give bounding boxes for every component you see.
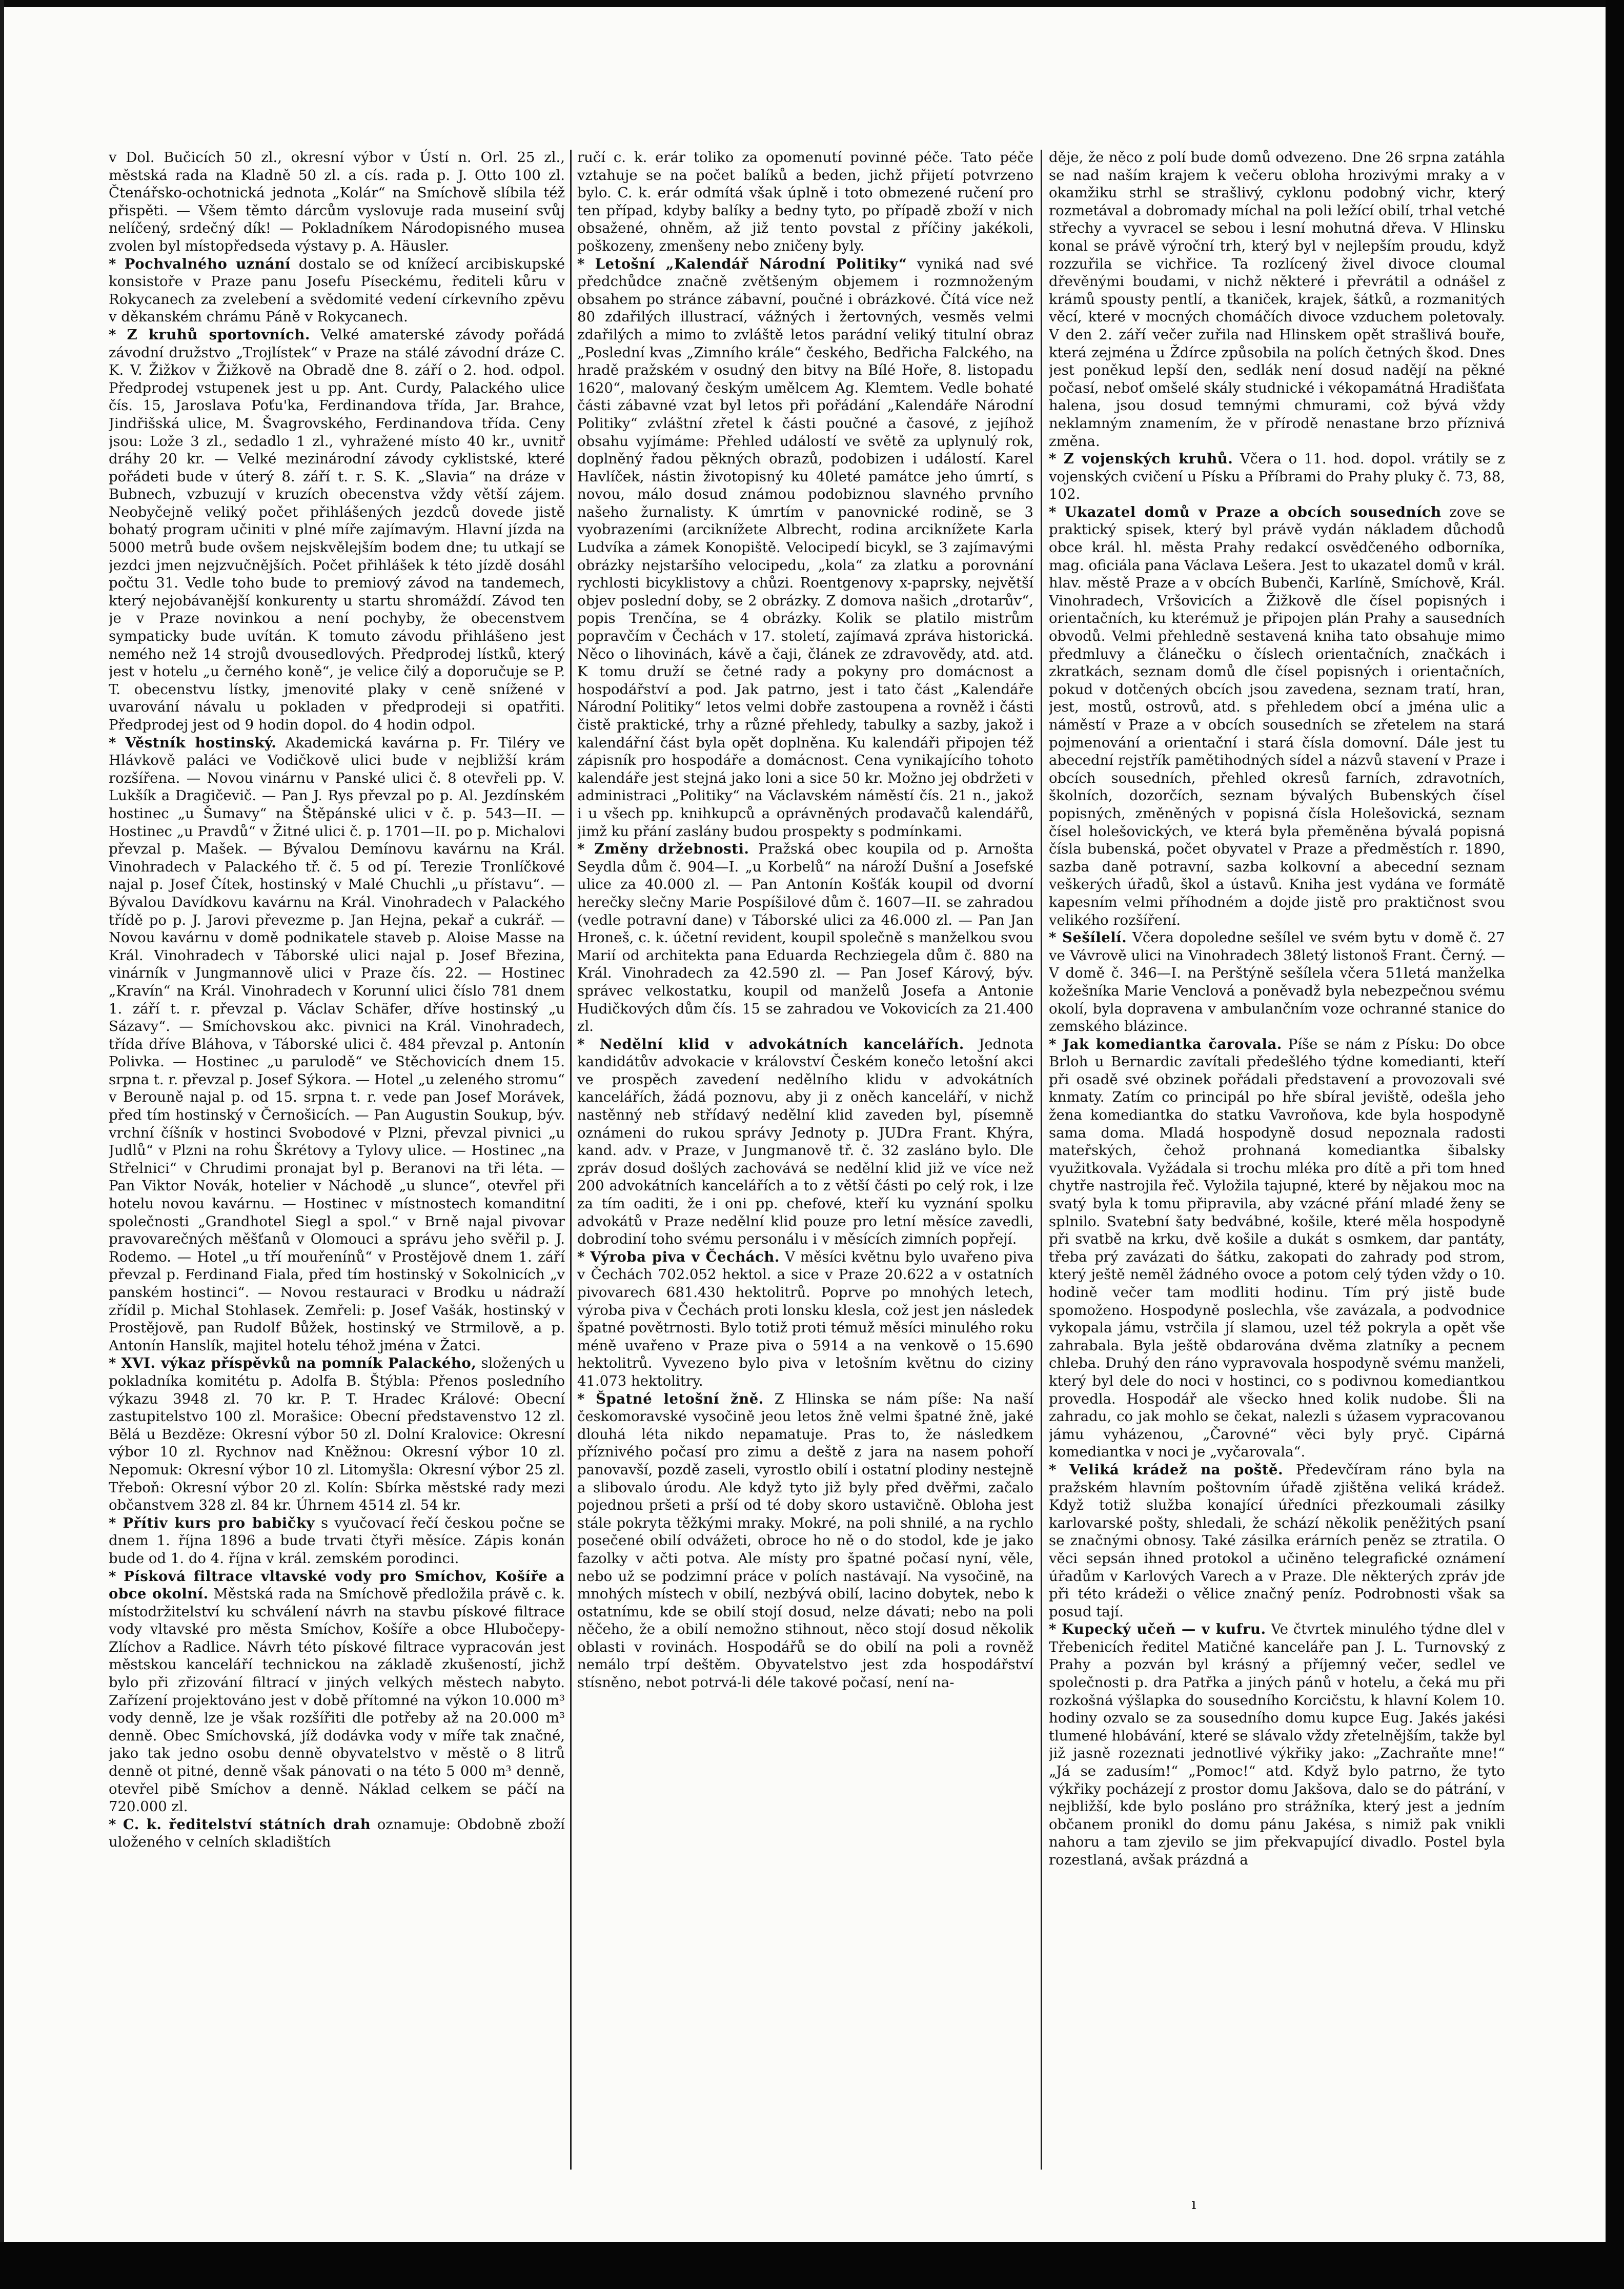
article-paragraph [1049,1036,1505,1461]
article-body: Akademická kavárna p. Fr. Tiléry ve Hlávkově paláci ve Vodičkově ulici bude v nejbližší krám rozšířena. — Novou vinárnu v Panské ulici č. 8 otevřeli pp. V. Lukšík a Dragičevič. — Pan J. Rys převzal po p. Al. Jezdínském hostinec „u Šumavy“ na Štěpánské ulici v č. p. 543—II. — Hostinec „u Pravdů“ v Žitné ulici č. p. 1701—II. po p. Michalovi převzal p. Mašek. — Bývalou Demínovu kavárnu na Král. Vinohradech v Palackého tř. č. 5 od pí. Terezie Tronlíčkové najal p. Josef Čítek, hostinský v Malé Chuchli „u přístavu“. — Bývalou Davídkovu kavárnu na Král. Vinohradech v Palackého třídě po p. J. Jarovi převezme p. Jan Hejna, pekař a cukrář. — Novou kavárnu v domě podnikatele staveb p. Aloise Masse na Král. Vinohradech v Táborské ulici najal p. Josef Březina, vinárník v Jungmannově ulici v Praze čís. 22. — Hostinec „Kravín“ na Král. Vinohradech v Korunní ulici číslo 781 dnem 1. září t. r. převzal p. Václav Schäfer, dříve hostinský „u Sázavy“. — Smíchovskou akc. pivnici na Král. Vinohradech, třída dříve Bláhova, v Táborské ulici č. 484 převzal p. Antonín Polivka. — Hostinec „u parulodě“ ve Stěchovicích dnem 15. srpna t. r. převzal p. Josef Sýkora. — Hotel „u zeleného stromu“ v Berouně najal p. od 15. srpna t. r. vede pan Josef Morávek, před tím hostinský v Černošicích. — Pan Augustin Soukup, býv. vrchní číšník v hostinci Svobodové v Plzni, převzal pivnici „u Judlů“ v Plzni na rohu Škrétovy a Tylovy ulice. — Hostinec „na Střelnici“ v Chrudimi pronajat byl p. Beranovi na tři léta. — Pan Viktor Novák, hotelier v Náchodě „u slunce“, otevřel při hotelu novou kavárnu. — Hostinec v místnostech komanditní společnosti „Grandhotel Siegl a spol.“ v Brně najal pivovar pravovarečných měšťanů v Olomouci a správu jeho svěřil p. J. Rodemo. — Hotel „u tří mouřenínů“ v Prostějově dnem 1. září převzal p. Ferdinand Fiala, před tím hostinský v Sokolnicích „v panském hostinci“. — Novou restauraci v Brodku u nádraží zřídil p. Michal Stohlasek. Zemřeli: p. Josef Vašák, hostinský v Prostějově, pan Rudolf Bůžek, hostinský ve Strmilově, a p. Antonín Hanslík, majitel hotelu téhož jména v Žatci. [109,734,565,1354]
asterisk-marker: * [577,841,595,858]
asterisk-marker: * [1049,503,1065,520]
article-body: v Dol. Bučicích 50 zl., okresní výbor v Ústí n. Orl. 25 zl., městská rada na Kladně 50 zl. a cís. rada p. J. Otto 100 zl. Čtenářsko-ochotnická jednota „Kolár“ na Smíchově slíbila též přispěti. — Všem těmto dárcům vyslovuje rada museiní svůj nelíčený, srdečný dík! — Pokladníkem Národopisného musea zvolen byl místopředseda výstavy p. A. Häusler. [109,149,565,254]
article-body: ručí c. k. erár toliko za opomenutí povinné péče. Tato péče vztahuje se na počet balíků a beden, jichž přijetí potvrzeno bylo. C. k. erár odmítá však úplně i toto obmezené ručení pro ten případ, kdyby balíky a bedny tyto, po případě zboží v nich obsažené, ohněm, až již tento povstal z příčiny jakékoli, poškozeny, zmenšeny nebo zničeny byly. [577,149,1033,254]
article-body: složených u pokladníka komitétu p. Adolfa B. Štýbla: Přenos posledního výkazu 3948 zl. 70 kr. P. T. Hradec Králové: Obecní zastupitelstvo 100 zl. Morašice: Obecní představenstvo 12 zl. Bělá u Bezděze: Okresní výbor 50 zl. Dolní Kralovice: Okresní výbor 10 zl. Rychnov nad Kněžnou: Okresní výbor 10 zl. Nepomuk: Okresní výbor 10 zl. Litomyšla: Okresní výbor 25 zl. Třeboň: Okresní výbor 20 zl. Kolín: Sbírka městské rady mezi občanstvem 328 zl. 84 kr. Úhrnem 4514 zl. 54 kr. [109,1355,565,1514]
article-heading: Letošní „Kalendář Národní Politiky“ [595,255,907,272]
column-rule [1041,150,1042,2170]
article-paragraph [577,840,1033,1036]
article-heading: Z vojenských kruhů. [1063,451,1233,468]
article-paragraph [577,1390,1033,1692]
article-paragraph [1049,149,1505,450]
article-body: vyniká nad své předchůdce značně zvětšeným objemem i rozmnoženým obsahem po stránce zábavní, poučné i obrázkové. Čítá více než 80 zdařilých illustrací, vážných i žertovných, vesměs velmi zdařilých a mimo to zvláště letos parádní veliký titulní obraz „Poslední kvas „Zimního krále“ českého, Bedřicha Falckého, na hradě pražském v osudný den bitvy na Bílé Hoře, 8. listopadu 1620“, malovaný českým umělcem Ag. Klemtem. Vedle bohaté části zábavné vzat byl letos při pořádání „Kalendáře Národní Politiky“ zvláštní zřetel k části poučné a časové, z jejíhož obsahu vyjímáme: Přehled událostí ve světě za uplynulý rok, doplněný řadou pěkných obrazů, podobizen i událostí. Karel Havlíček, nástin životopisný ku 40leté památce jeho úmrtí, s novou, málo dosud známou podobiznou slavného prvního našeho žurnalisty. K úmrtím v panovnické rodině, se 3 vyobrazeními (arciknížete Albrecht, rodina arciknížete Karla Ludvíka a zámek Konopiště. Velocipedí bicykl, se 3 zajímavými obrázky nejstaršího velocipedu, „kola“ za zlatku a porovnání rychlosti bicyklistovy a chůzi. Roentgenovy x-paprsky, největší objev poslední doby, se 2 obrázky. Z domova našich „drotarův“, popis Trenčína, se 4 obrázky. Kolik se platilo mistrům popravčím v Čechách v 17. století, zajímavá zpráva historická. Něco o lihovinách, kávě a čaji, článek ze zdravovědy, atd. atd. K tomu druží se četné rady a pokyny pro domácnost a hospodářství a pod. Jak patrno, jest i tato část „Kalendáře Národní Politiky“ letos velmi dobře zastoupena a rovněž i části čistě praktické, trhy a různé přehledy, tabulky a sazby, jakož i kalendářní část byla opět doplněna. Ku kalendáři připojen též zápisník pro hospodáře a domácnost. Cena vynikajícího tohoto kalendáře jest stejná jako loni a sice 50 kr. Možno jej obdržeti v administraci „Politiky“ na Václavském náměstí čís. 21 n., jakož i u všech pp. knihkupců a oprávněných prodavačů kalendářů, jimž ku přání zaslány budou prospekty s podmínkami. [577,255,1033,840]
asterisk-marker: * [109,1568,124,1585]
column-3 [1049,149,1505,2174]
article-heading: Věstník hostinský. [125,734,277,751]
article-paragraph [109,1354,565,1514]
article-paragraph [109,255,565,326]
article-body: oznamuje: Obdobně zboží uloženého v celních skladištích [109,1816,565,1851]
scan-border-top [0,0,1624,7]
asterisk-marker: * [577,1390,596,1407]
asterisk-marker: * [109,1816,123,1833]
scan-border-right [1606,0,1624,2289]
article-body: Včera dopoledne sešílel ve svém bytu v domě č. 27 ve Vávrově ulici na Vinohradech 38letý listonoš Frant. Černý. — V domě č. 346—I. na Perštýně sešílela včera 51letá manželka kožešníka Marie Venclová a poněvadž byla nebezpečnou svému okolí, byla dopravena v ambulančním voze ochranné stanice do zemského blázince. [1049,929,1505,1035]
asterisk-marker: * [1049,451,1064,468]
article-heading: Výroba piva v Čechách. [590,1248,780,1265]
article-body: Pražská obec koupila od p. Arnošta Seydla dům č. 904—I. „u Korbelů“ na nároží Dušní a Josefské ulice za 40.000 zl. — Pan Antonín Košťák koupil od dvorní herečky slečny Marie Pospíšilové dům č. 1607—II. se zahradou (vedle potravní dane) v Táborské ulici za 46.000 zl. — Pan Jan Hroneš, c. k. účetní revident, koupil společně s manželkou svou Marií od architekta pana Eduarda Rechziegela dům č. 880 na Král. Vinohradech za 42.590 zl. — Pan Josef Kárový, býv. správec velkostatku, koupil od manželů Josefa a Antonie Hudičkových dům čís. 15 se zahradou ve Vokovicích za 21.400 zl. [577,841,1033,1035]
article-paragraph [109,1514,565,1568]
asterisk-marker: * [1049,929,1062,946]
article-body: Píše se nám z Písku: Do obce Brloh u Bernardic zavítali předešlého týdne komedianti, kteří při osadě své obzinek pořádali představení a provozovali své knmaty. Zatím co principál po hře sbíral jeviště, odešla jeho žena komediantka do statku Vavroňova, kde byla hospodyně sama doma. Mladá hospodyně dosud nepoznala radosti mateřských, čehož prohnaná komediantka šibalsky využitkovala. Vyžádala si trochu mléka pro dítě a při tom hned chytře nastrojila řeč. Vyložila tajupné, které by nějakou moc na svatý byla k tomu připravila, aby vzácné přání mladé ženy se splnilo. Svatební šaty bedvábné, košile, které měla hospodyně při svatbě na krku, dvě košile a dukát s osmkem, dar pantáty, třeba prý zavázati do šátku, zakopati do zahrady pod strom, který ještě neměl žádného ovoce a potom celý týden vždy o 10. hodině večer tam modliti hodinu. Tím prý jistě bude spomoženo. Hospodyně poslechla, vše zavázala, a podvodnice vykopala jámu, vstrčila jí slamou, uzel též pokryla a opět vše zahrabala. Byla ještě obdarována dvěma zlatníky a pecnem chleba. Druhý den ráno vypravovala hospodyně svému manželi, který byl dele do noci v hostinci, co s podivnou komediantkou provedla. Hospodář ale všecko hned kolik nudobe. Šli na zahradu, co jak mohlo se čekat, nalezli s úžasem vypracovanou jámu vyházenou, „Čarovné“ věci byly pryč. Cipárná komediantka v noci je „vyčarovala“. [1049,1036,1505,1461]
asterisk-marker: * [577,1248,591,1265]
article-body: Předevčíram ráno byla na pražském hlavním poštovním úřadě zjištěna veliká krádež. Když totiž služba konající úředníci přezkoumali zásilky karlovarské pošty, shledali, že schází několik peněžitých psaní se značnými obnosy. Také zásilka erárních peněz se ztratila. O věci sepsán ihned protokol a učiněno telegrafické oznámení úřadům v Karlových Varech a v Praze. Dle některých zpráv jde při této krádeži o vělice značný peníz. Podrobnosti však sa posud tají. [1049,1461,1505,1620]
article-body: zove se praktický spisek, který byl právě vydán nákladem důchodů obce král. hl. města Prahy redakcí osvědčeného odborníka, mag. oficiála pana Václava Lešera. Jest to ukazatel domů v král. hlav. městě Praze a v obcích Bubenči, Karlíně, Smíchově, Král. Vinohradech, Vršovicích a Žižkově dle čísel popisných i orientačních, ku kterémuž je připojen plán Prahy a sausedních obvodů. Velmi přehledně sestavená kniha tato obsahuje mimo předmluvy a článečku o číslech orientačních, značkách i zkratkách, seznam domů dle čísel popisných i orientačních, pokud v dotčených obcích jsou zavedena, seznam tratí, hran, jest, mostů, ostrovů, atd. s přehledem obcí a jména ulic a náměstí v Praze a v obcích sousedních se zřetelem na stará pojmenování a orientační i stará čísla domovní. Dále jest tu abecední rejstřík pamětihodných sídel a názvů stavení v Praze i obcích sousedních, přehled okresů farních, zdravotních, školních, dozorčích, seznam bývalých Bubenských čísel popisných, změněných v popisná čísla Holešovická, seznam čísel holešovických, ve která byla přeměněna bývalá popisná čísla bubenská, počet obyvatel v Praze a předměstích r. 1890, sazba daně potravní, sazba kolkovní a abecední seznam veškerých úřadů, škol a ústavů. Kniha jest vydána ve formátě kapesním velmi příhodném a dojde jistě pro praktičnost svou velikého rozšíření. [1049,503,1505,928]
article-paragraph [1049,503,1505,929]
article-paragraph [577,255,1033,841]
asterisk-marker: * [1049,1621,1062,1638]
article-body: dostalo se od knížecí arcibiskupské konsistoře v Praze panu Josefu Píseckému, řediteli kůru v Rokycanech za zvelebení a svědomité vedení církevního zpěvu v děkanském chrámu Páně v Rokycanech. [109,255,565,326]
article-heading: Kupecký učeň — v kufru. [1062,1621,1266,1638]
article-heading: XVI. výkaz příspěvků na pomník Palackého, [121,1355,477,1372]
article-body: Jednota kandidátův advokacie v království Českém konečo letošní akci ve prospěch zavedení nedělního klidu v advokátních kancelářích, žádá poznovu, aby ji z oněch kanceláří, v nichž nastěnný neb střídavý nedělní klid zaveden byl, písemně oznámeni do rukou správy Jednoty p. JUDra Frant. Khýra, kand. adv. v Praze, v Jungmanově tř. č. 32 zasláno bylo. Dle zpráv dosud došlých zachovává se nedělní klid již ve více než 200 advokátních kancelářích a to z větší části po celý rok, i lze za tím oaditi, že i oni pp. chefové, kteří ku vyznání spolku advokátů v Praze nedělní klid pouze pro letní měsíce zavedli, dobrodiní toho svému personálu i v měsících zimních popřejí. [577,1036,1033,1248]
footer-mark: ı [1191,2195,1196,2213]
article-paragraph [109,1816,565,1851]
article-heading: Z kruhů sportovních. [127,326,310,343]
article-body: Ve čtvrtek minulého týdne dlel v Třebenicích ředitel Matičné kanceláře pan J. L. Turnovský z Prahy a pozván byl krásný a příjemný večer, sedlel ve společnosti p. dra Patřka a jiných pánů v hotelu, a čeká mu při rozkošná výšlapka do sousedního Korcičstu, k hlavní Kolem 10. hodiny ozvalo se za sousedního domu kupce Eug. Jakés jakési tlumené hlobávání, které se slávalo vždy zřetelnějším, takže byl již jasně rozeznati jednotlivé výkřiky jako: „Zachraňte mne!“ „Já se zadusím!“ „Pomoc!“ atd. Když bylo patrno, že tyto výkřiky pocházejí z prostor domu Jakšova, dalo se do pátrání, v nejbližší, kde bylo posláno pro strážníka, který jest a jedním občanem pronikl do domu pánu Jakésa, s nimiž pak vnikli nahoru a tam zjevilo se jim překvapující divadlo. Postel byla rozestlaná, avšak prázdná a [1049,1621,1505,1868]
article-body: Z Hlinska se nám píše: Na naší českomoravské vysočině jeou letos žně velmi špatné žně, jaké dlouhá léta nikdo nepamatuje. Pras to, že následkem příznivého počasí pro zimu a deště z jara na nasem pohoří panovavší, pozdě zaseli, vyrostlo obilí i ostatní plodiny nestejně a slibovalo úrodu. Ale když tyto již byly před dvěřmi, začalo pojednou pršeti a prší od té doby skoro ustavičně. Obloha jest stále pokryta těžkými mraky. Mokré, na poli shnilé, a na rychlo posečené obilí odvážeti, obroce ho ně o do stodol, kde je jako fazolky v ačti potva. Ale místy pro špatné počasí nyní, věle, nebo už se podzimní práce v polích nastávají. Na vysočině, na mnohých místech v obilí, nezbývá obilí, lacino dobytek, nebo k ostatnímu, kde se obilí stojí dosud, nelze dávati; nebo na poli něčeho, že a obilí nemožno stihnout, něco stojí dosud několik oblasti v rovinách. Hospodářů se do obilí na poli a rovněž nemálo trpí deštěm. Obyvatelstvo jest zda hospodářství stísněno, nebot potrvá-li déle takové počasí, není na- [577,1390,1033,1691]
article-body: V měsíci květnu bylo uvařeno piva v Čechách 702.052 hektol. a sice v Praze 20.622 a v ostatních pivovarech 681.430 hektolitrů. Poprve po mnohých letech, výroba piva v Čechách proti lonsku klesla, což jest jen následek špatné povětrnosti. Bylo totiž proti témuž měsíci minulého roku méně uvařeno v Praze piva o 5914 a na venkově o 15.690 hektolitrů. Vyvezeno bylo piva v letošním květnu do ciziny 41.073 hektolitry. [577,1248,1033,1389]
column-1 [109,149,565,2174]
article-paragraph [109,149,565,255]
article-paragraph [109,326,565,734]
article-body: Městská rada na Smíchově předložila právě c. k. místodržitelství ku schválení návrh na stavbu pískové filtrace vody vltavské pro města Smíchov, Košíře a obce Hlubočepy-Zlíchov a Radlice. Návrh této pískové filtrace vypracován jest městskou kanceláří technickou na základě zkušeností, jichž bylo při zřizování filtrací v jiných velkých městech nabyto. Zařízení projektováno jest v době přítomné na výkon 10.000 m³ vody denně, lze je však rozšířiti dle potřeby až na 20.000 m³ denně. Obec Smíchovská, jíž dodávka vody v míře tak značné, jako tak jedno osobu denně obyvatelstvo v městě o 8 litrů denně ot pitné, denně však pánovati o na této 5 000 m³ denně, otevřel pibě Smíchov a denně. Náklad celkem se páčí na 720.000 zl. [109,1586,565,1815]
article-heading: Ukazatel domů v Praze a obcích sousedních [1064,503,1442,520]
asterisk-marker: * [109,734,126,751]
scan-border-bottom [0,2242,1624,2289]
asterisk-marker: * [577,255,595,272]
article-paragraph [1049,450,1505,503]
article-body: s vyučovací řečí českou počne se dnem 1. října 1896 a bude trvati čtyři měsíce. Zápis konán bude od 1. do 4. října v král. zemském porodinci. [109,1514,565,1567]
article-heading: C. k. ředitelství státních drah [123,1816,371,1833]
article-paragraph [1049,929,1505,1036]
article-body: Včera o 11. hod. dopol. vrátily se z vojenských cvičení u Písku a Příbrami do Prahy pluky č. 73, 88, 102. [1049,451,1505,503]
article-heading: Pochvalného uznání [124,255,291,272]
article-paragraph [109,734,565,1355]
article-heading: Přítiv kurs pro babičky [123,1514,315,1531]
article-heading: Písková filtrace vltavské vody pro Smíchov, Košíře a obce okolní. [109,1568,565,1603]
article-heading: Jak komediantka čarovala. [1063,1036,1282,1052]
article-body: Velké amaterské závody pořádá závodní družstvo „Trojlístek“ v Praze na stálé závodní dráze C. K. V. Žižkov v Žižkově na Obradě dne 8. září o 2. hod. odpol. Předprodej vstupenek jest u pp. Ant. Curdy, Palackého ulice čís. 15, Jaroslava Poťu'ka, Ferdinandova třída, Jar. Brahce, Jindřišská ulice, M. Švagrovského, Ferdinandova třída. Ceny jsou: Lože 3 zl., sedadlo 1 zl., vyhražené místo 40 kr., uvnitř dráhy 20 kr. — Velké mezinárodní závody cyklistské, které pořádeti bude v úterý 8. září t. r. S. K. „Slavia“ na dráze v Bubnech, vzbuzují v kruzích obecenstva vždy větší zájem. Neobyčejně veliký počet přihlášených jezdců dovede jistě bohatý program učiniti v plné míře zajímavým. Hlavní jízda na 5000 metrů bude ovšem nejskvělejším bodem dne; tu utkají se jezdci jmen nejzvučnějších. Počet přihlášek k této jízdě dosáhl počtu 31. Vedle toho bude to premiový závod na tandemech, který nejobávanější konkurenty u startu shromáždí. Závod ten je v Praze novinkou a není pochyby, že obecenstvem sympaticky bude uvítán. K tomuto závodu přihlášeno jest nemého než 14 strojů dvousedlových. Předprodej lístků, který jest v hotelu „u černého koně“, je velice čilý a doporučuje se P. T. obecenstvu lístky, jmenovité plaky v ceně snížené v uvarování návalu u pokladen v předprodeji si opatřiti. Předprodej jest od 9 hodin dopol. do 4 hodin odpol. [109,326,565,733]
article-heading: Změny držebnosti. [594,841,749,858]
article-paragraph [1049,1620,1505,1869]
asterisk-marker: * [109,1355,121,1372]
asterisk-marker: * [109,1514,123,1531]
scan-border-left [0,0,4,2289]
article-heading: Špatné letošní žně. [596,1390,764,1407]
asterisk-marker: * [109,255,125,272]
asterisk-marker: * [1049,1461,1070,1478]
column-2 [577,149,1033,2174]
article-heading: Nedělní klid v advokátních kancelářích. [599,1036,964,1052]
article-paragraph [577,1248,1033,1390]
column-rule [570,150,572,2170]
asterisk-marker: * [109,326,127,343]
article-paragraph [577,1036,1033,1248]
article-paragraph [577,149,1033,255]
article-heading: Veliká krádež na poště. [1069,1461,1284,1478]
article-paragraph [1049,1461,1505,1620]
article-heading: Sešílelí. [1062,929,1127,946]
asterisk-marker: * [1049,1036,1063,1052]
article-body: děje, že něco z polí bude domů odvezeno. Dne 26 srpna zatáhla se nad naším krajem k večeru obloha hrozivými mraky a v okamžiku strhl se strašlivý, cyklonu podobný vichr, který rozmetával a dobromady míchal na poli ležící obilí, trhal vetché střechy a vyvracel se sebou i lesní mohutná dřeva. V Hlinsku konal se právě výroční trh, který byl v nejlepším proudu, když rozzuřila se vichřice. Ta rozlícený živel divoce cloumal dřevěnými boudami, v nichž některé i převrátil a odnášel z krámů spousty pentlí, a tkaniček, krajek, šátků, a rozmanitých věcí, které v mocných chomáčích divoce vzduchem poletovaly. V den 2. září večer zuřila nad Hlinskem opět strašlivá bouře, která zejména u Ždírce způsobila na polích četných škod. Dnes jest poněkud lepší den, sedlák není dosud nadějí na pěkné počasí, neboť omšelé skály studnické i vékopamátná Hradišťata halena, jsou dosud temnými chmurami, což bývá vždy neklamným znamením, že v přírodě nenastane brzo příznivá změna. [1049,149,1505,450]
asterisk-marker: * [577,1036,600,1052]
article-paragraph [109,1568,565,1816]
